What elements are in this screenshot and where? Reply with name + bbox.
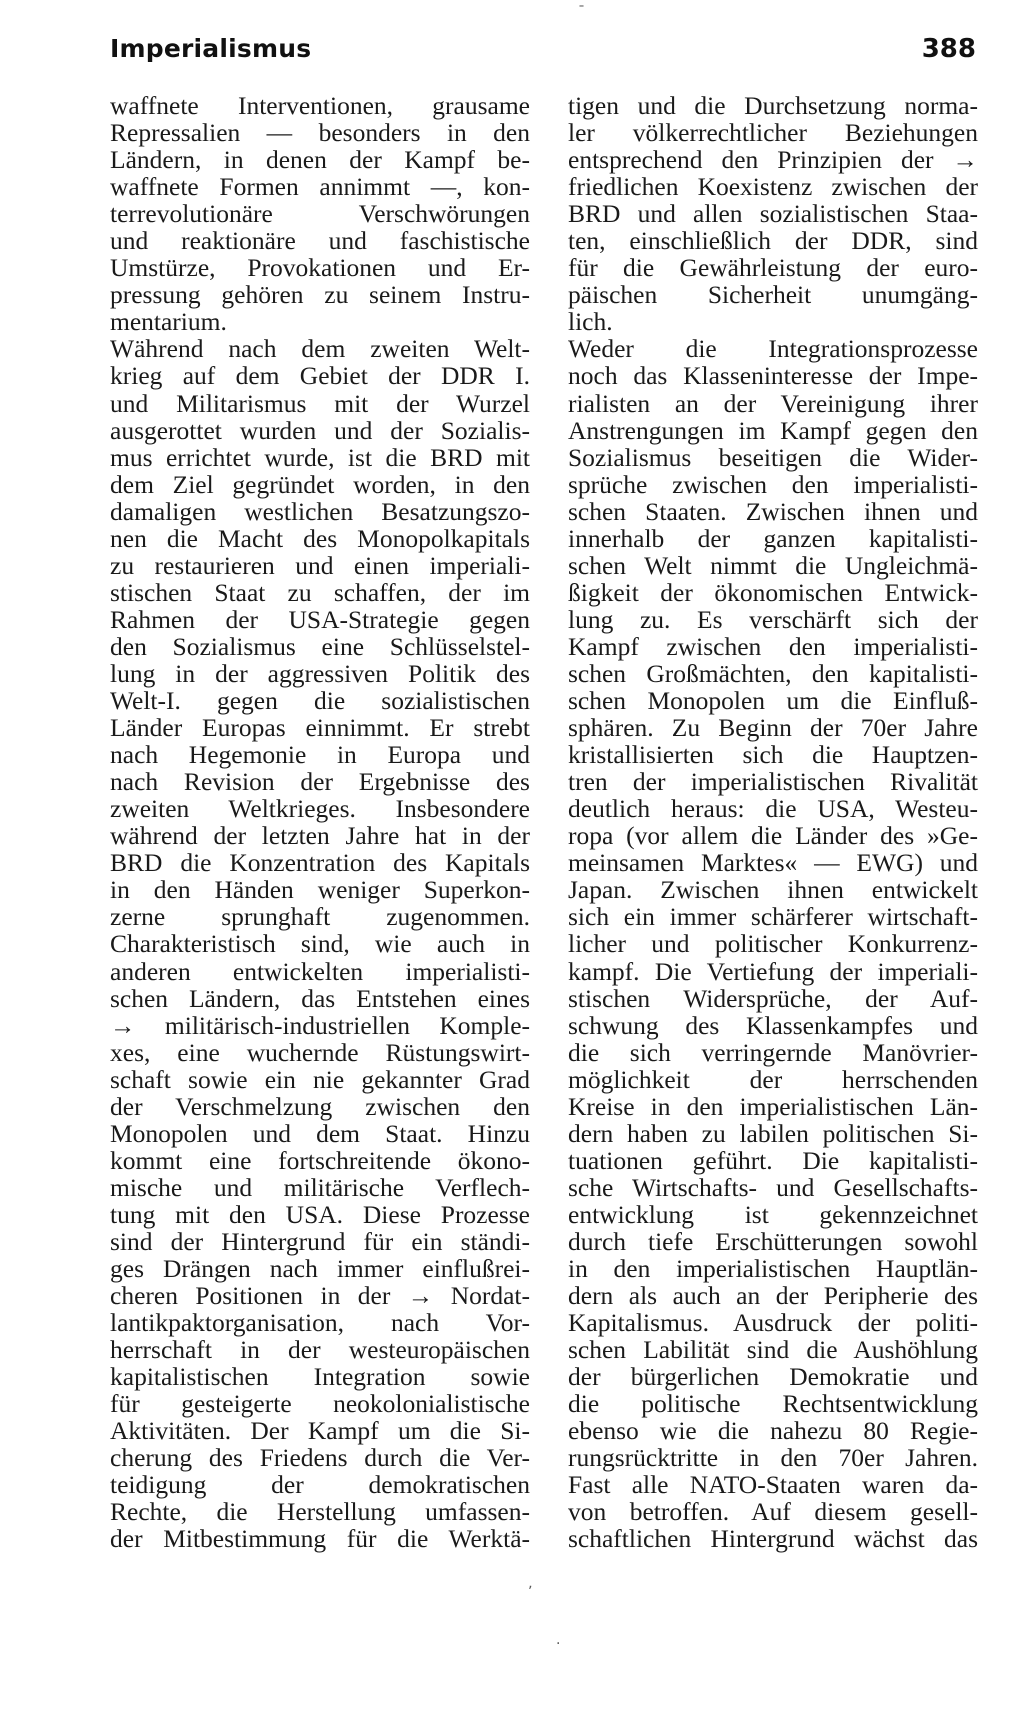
text-line: schen Staaten. Zwischen ihnen und — [568, 496, 978, 526]
text-line: sich ein immer schärferer wirtschaft- — [568, 902, 978, 932]
text-line: terrevolutionäre Verschwörungen — [110, 199, 530, 229]
text-line: cheren Positionen in der → Nordat- — [110, 1281, 530, 1311]
text-line: sind der Hintergrund für ein ständi- — [110, 1226, 530, 1256]
text-line: tigen und die Durchsetzung norma- — [568, 91, 978, 120]
text-line: stischen Staat zu schaffen, der im — [110, 577, 530, 607]
text-line: schaftlichen Hintergrund wächst das — [568, 1524, 978, 1554]
text-line: entwicklung ist gekennzeichnet — [568, 1199, 978, 1229]
text-line: von betroffen. Auf diesem gesell- — [568, 1497, 978, 1527]
text-line: Rechte, die Herstellung umfassen- — [110, 1497, 530, 1527]
text-line: Anstrengungen im Kampf gegen den — [568, 415, 978, 445]
text-line: schen Labilität sind die Aushöhlung — [568, 1335, 978, 1365]
text-line: rungsrücktritte in den 70er Jahren. — [568, 1443, 978, 1473]
text-line: BRD die Konzentration des Kapitals — [110, 848, 530, 878]
scan-speck: ʼ — [528, 1584, 533, 1600]
text-line: der bürgerlichen Demokratie und — [568, 1362, 978, 1392]
text-line: nach Hegemonie in Europa und — [110, 740, 530, 770]
text-line: tren der imperialistischen Rivalität — [568, 767, 978, 797]
text-line: dern als auch an der Peripherie des — [568, 1281, 978, 1311]
text-line: friedlichen Koexistenz zwischen der — [568, 172, 978, 202]
text-line: Kapitalismus. Ausdruck der politi- — [568, 1308, 978, 1338]
text-line: Fast alle NATO-Staaten waren da- — [568, 1470, 978, 1500]
text-line: päischen Sicherheit unumgäng- — [568, 280, 978, 310]
text-line: sche Wirtschafts- und Gesellschafts- — [568, 1172, 978, 1202]
text-line: teidigung der demokratischen — [110, 1470, 530, 1500]
text-line: anderen entwickelten imperialisti- — [110, 956, 530, 986]
text-line: sprüche zwischen den imperialisti- — [568, 469, 978, 499]
text-line: mus errichtet wurde, ist die BRD mit — [110, 442, 530, 472]
text-line: Repressalien — besonders in den — [110, 118, 530, 148]
text-line: nach Revision der Ergebnisse des — [110, 767, 530, 797]
text-line: dem Ziel gegründet worden, in den — [110, 469, 530, 499]
text-line: lantikpaktorganisation, nach Vor- — [110, 1308, 530, 1338]
text-line: lung in der aggressiven Politik des — [110, 658, 530, 688]
text-line: schen Monopolen um die Einfluß- — [568, 686, 978, 716]
text-line: Kampf zwischen den imperialisti- — [568, 631, 978, 661]
text-line: durch tiefe Erschütterungen sowohl — [568, 1226, 978, 1256]
text-line: Weder die Integrationsprozesse — [568, 334, 978, 364]
text-line: noch das Klasseninteresse der Impe- — [568, 361, 978, 391]
text-line: Umstürze, Provokationen und Er- — [110, 253, 530, 283]
text-line: schen Welt nimmt die Ungleichmä- — [568, 550, 978, 580]
text-line: kristallisierten sich die Hauptzen- — [568, 740, 978, 770]
text-line: tuationen geführt. Die kapitalisti- — [568, 1145, 978, 1175]
text-line: nen die Macht des Monopolkapitals — [110, 523, 530, 553]
text-line: für die Gewährleistung der euro- — [568, 253, 978, 283]
text-line: ausgerottet wurden und der Sozialis- — [110, 415, 530, 445]
text-line: Charakteristisch sind, wie auch in — [110, 929, 530, 959]
text-line: und reaktionäre und faschistische — [110, 226, 530, 256]
text-line: Sozialismus beseitigen die Wider- — [568, 442, 978, 472]
text-line: ßigkeit der ökonomischen Entwick- — [568, 577, 978, 607]
text-line: kapitalistischen Integration sowie — [110, 1362, 530, 1392]
text-line: schen Ländern, das Entstehen eines — [110, 983, 530, 1013]
text-line: für gesteigerte neokolonialistische — [110, 1389, 530, 1419]
text-line: ropa (vor allem die Länder des »Ge- — [568, 821, 978, 851]
text-line: cherung des Friedens durch die Ver- — [110, 1443, 530, 1473]
text-line: xes, eine wuchernde Rüstungswirt- — [110, 1037, 530, 1067]
text-line: ten, einschließlich der DDR, sind — [568, 226, 978, 256]
text-line: krieg auf dem Gebiet der DDR I. — [110, 361, 530, 391]
text-line: dern haben zu labilen politischen Si- — [568, 1118, 978, 1148]
text-line: lung zu. Es verschärft sich der — [568, 604, 978, 634]
text-line: Aktivitäten. Der Kampf um die Si- — [110, 1416, 530, 1446]
text-line: BRD und allen sozialistischen Staa- — [568, 199, 978, 229]
text-line: tung mit den USA. Diese Prozesse — [110, 1199, 530, 1229]
text-line: licher und politischer Konkurrenz- — [568, 929, 978, 959]
text-line: herrschaft in der westeuropäischen — [110, 1335, 530, 1365]
text-line: kommt eine fortschreitende ökono- — [110, 1145, 530, 1175]
text-line: Monopolen und dem Staat. Hinzu — [110, 1118, 530, 1148]
text-line: und Militarismus mit der Wurzel — [110, 388, 530, 418]
text-line: meinsamen Marktes« — EWG) und — [568, 848, 978, 878]
text-line: zu restaurieren und einen imperiali- — [110, 550, 530, 580]
text-line: zerne sprunghaft zugenommen. — [110, 902, 530, 932]
text-line: möglichkeit der herrschenden — [568, 1064, 978, 1094]
text-column-right — [568, 92, 978, 1553]
text-line: lich. — [568, 307, 613, 337]
text-line: kampf. Die Vertiefung der imperiali- — [568, 956, 978, 986]
text-line: innerhalb der ganzen kapitalisti- — [568, 523, 978, 553]
text-line: Welt-I. gegen die sozialistischen — [110, 686, 530, 716]
text-line: pressung gehören zu seinem Instru- — [110, 280, 530, 310]
text-line: Japan. Zwischen ihnen entwickelt — [568, 875, 978, 905]
running-header-title: Imperialismus — [110, 34, 312, 63]
text-line: ebenso wie die nahezu 80 Regie- — [568, 1416, 978, 1446]
text-line: während der letzten Jahre hat in der — [110, 821, 530, 851]
text-line: damaligen westlichen Besatzungszo- — [110, 496, 530, 526]
text-line: Ländern, in denen der Kampf be- — [110, 145, 530, 175]
text-line: die sich verringernde Manövrier- — [568, 1037, 978, 1067]
text-line: schwung des Klassenkampfes und — [568, 1010, 978, 1040]
scan-speck: ˉ — [578, 4, 585, 20]
text-line: den Sozialismus eine Schlüsselstel- — [110, 631, 530, 661]
text-line: Kreise in den imperialistischen Län- — [568, 1091, 978, 1121]
text-line: Während nach dem zweiten Welt- — [110, 334, 530, 364]
text-column-left — [110, 92, 530, 1553]
text-line: Länder Europas einnimmt. Er strebt — [110, 713, 530, 743]
text-line: deutlich heraus: die USA, Westeu- — [568, 794, 978, 824]
text-line: Rahmen der USA-Strategie gegen — [110, 604, 530, 634]
text-line: schen Großmächten, den kapitalisti- — [568, 658, 978, 688]
text-line: in den imperialistischen Hauptlän- — [568, 1254, 978, 1284]
text-line: mische und militärische Verflech- — [110, 1172, 530, 1202]
text-line: zweiten Weltkrieges. Insbesondere — [110, 794, 530, 824]
text-line: stischen Widersprüche, der Auf- — [568, 983, 978, 1013]
scan-speck: · — [556, 1636, 561, 1652]
text-line: ges Drängen nach immer einflußrei- — [110, 1254, 530, 1284]
text-line: waffnete Interventionen, grausame — [110, 91, 530, 120]
text-line: ler völkerrechtlicher Beziehungen — [568, 118, 978, 148]
text-line: sphären. Zu Beginn der 70er Jahre — [568, 713, 978, 743]
text-line: der Mitbestimmung für die Werktä- — [110, 1524, 530, 1554]
text-line: waffnete Formen annimmt —, kon- — [110, 172, 530, 202]
page-number: 388 — [921, 34, 976, 64]
text-line: → militärisch-industriellen Komple- — [110, 1010, 530, 1040]
text-line: in den Händen weniger Superkon- — [110, 875, 530, 905]
text-line: der Verschmelzung zwischen den — [110, 1091, 530, 1121]
text-line: die politische Rechtsentwicklung — [568, 1389, 978, 1419]
text-line: entsprechend den Prinzipien der → — [568, 145, 978, 175]
text-line: schaft sowie ein nie gekannter Grad — [110, 1064, 530, 1094]
text-line: rialisten an der Vereinigung ihrer — [568, 388, 978, 418]
text-line: mentarium. — [110, 307, 227, 337]
